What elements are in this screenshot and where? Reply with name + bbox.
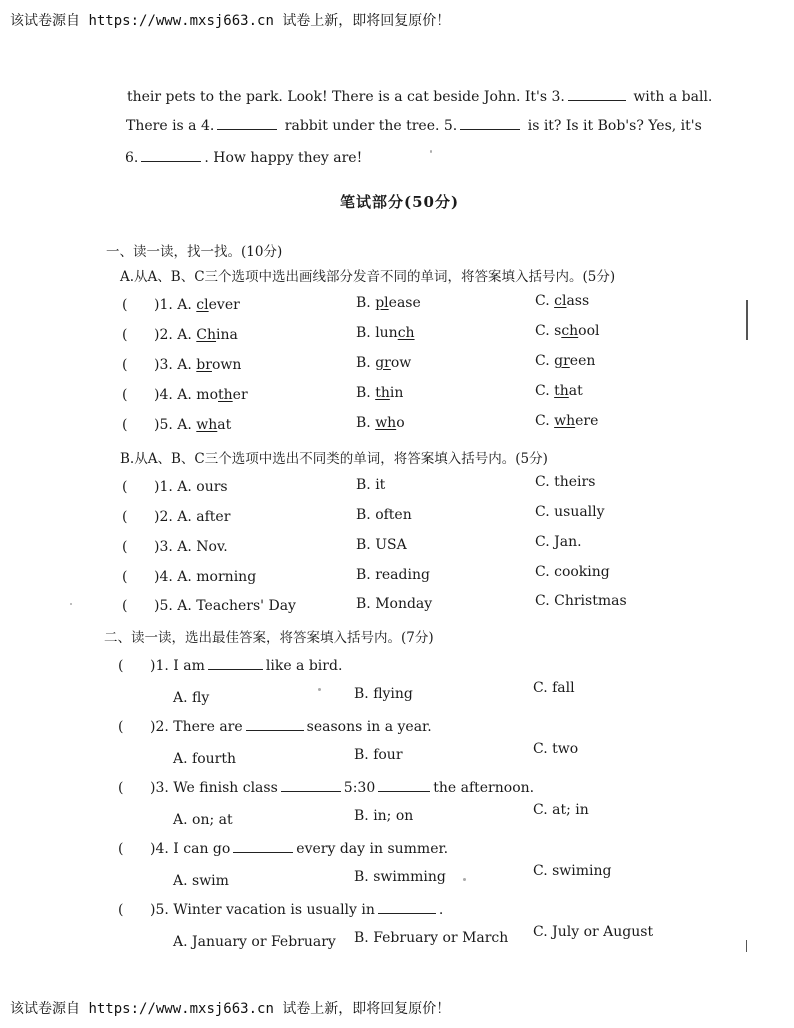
word-part: own bbox=[211, 357, 242, 373]
scan-speck bbox=[430, 150, 432, 153]
option-c: C. Christmas bbox=[535, 593, 627, 609]
word-part: C. bbox=[535, 353, 555, 369]
question-number: )2. A. bbox=[154, 327, 192, 343]
word-part: ever bbox=[208, 297, 240, 313]
option-c: C. usually bbox=[535, 504, 605, 520]
option-a: A. on; at bbox=[173, 812, 233, 828]
option-word bbox=[535, 293, 589, 309]
answer-blank-5 bbox=[460, 128, 520, 130]
option-word bbox=[356, 325, 415, 341]
option-word bbox=[196, 297, 240, 313]
answer-blank bbox=[281, 790, 341, 792]
option-a: A. fourth bbox=[173, 751, 236, 767]
answer-paren[interactable]: ( bbox=[122, 539, 128, 555]
underlined-sound: gr bbox=[375, 355, 391, 371]
passage-line-1: their pets to the park. Look! There is a cat beside John. It's 3. with a ball. bbox=[127, 89, 713, 105]
banner-source-label: 该试卷源自 bbox=[10, 1001, 80, 1017]
scan-speck bbox=[70, 603, 72, 605]
phonics-question-1 bbox=[154, 297, 240, 313]
question-text: )4. I can go bbox=[150, 841, 231, 857]
word-part: C. bbox=[535, 383, 555, 399]
option-a: A. swim bbox=[173, 873, 229, 889]
underlined-sound: ch bbox=[397, 325, 415, 341]
underlined-sound: br bbox=[196, 357, 212, 373]
word-part: ease bbox=[388, 295, 421, 311]
option-b: B. four bbox=[354, 747, 403, 763]
option-a: A. fly bbox=[173, 690, 210, 706]
word-part: o bbox=[396, 415, 405, 431]
phonics-question-3 bbox=[154, 357, 241, 373]
answer-blank bbox=[378, 790, 430, 792]
category-question-3: )3. A. Nov. bbox=[154, 539, 228, 555]
option-c bbox=[535, 293, 589, 309]
answer-paren[interactable]: ( bbox=[122, 598, 128, 614]
word-part: ow bbox=[390, 355, 412, 371]
question-number: )4. A. bbox=[154, 387, 192, 403]
option-b bbox=[356, 295, 421, 311]
word-part: at bbox=[568, 383, 583, 399]
option-word bbox=[535, 383, 583, 399]
question-text: every day in summer. bbox=[296, 841, 449, 857]
section1-partB-title: B.从A、B、C三个选项中选出不同类的单词，将答案填入括号内。(5分) bbox=[120, 451, 548, 467]
option-c: C. fall bbox=[533, 680, 575, 696]
underlined-sound: gr bbox=[554, 353, 570, 369]
source-banner-top bbox=[10, 10, 450, 30]
word-part: in bbox=[389, 385, 404, 401]
word-part: B. bbox=[356, 355, 376, 371]
answer-paren[interactable]: ( bbox=[118, 902, 124, 918]
answer-paren[interactable]: ( bbox=[122, 417, 128, 433]
question-text: seasons in a year. bbox=[306, 719, 432, 735]
option-a: A. January or February bbox=[173, 934, 336, 950]
word-part: at bbox=[217, 417, 232, 433]
question-text: 5:30 bbox=[343, 780, 376, 796]
question-text: )3. We finish class bbox=[150, 780, 278, 796]
word-part: ass bbox=[566, 293, 590, 309]
word-part: mo bbox=[196, 387, 219, 403]
answer-paren[interactable]: ( bbox=[122, 357, 128, 373]
source-banner-bottom bbox=[10, 998, 450, 1018]
word-part: B. lun bbox=[356, 325, 398, 341]
section1-title: 一、读一读，找一找。(10分) bbox=[106, 244, 283, 260]
question-text: )1. I am bbox=[150, 658, 205, 674]
option-b: B. swimming bbox=[354, 869, 446, 885]
question-text: )2. There are bbox=[150, 719, 243, 735]
scan-edge-mark bbox=[746, 940, 747, 952]
option-c: C. cooking bbox=[535, 564, 610, 580]
mc-question-4 bbox=[150, 841, 448, 857]
option-c: C. swiming bbox=[533, 863, 612, 879]
option-b: B. February or March bbox=[354, 930, 509, 946]
underlined-sound: Ch bbox=[196, 327, 217, 343]
option-b: B. often bbox=[356, 507, 412, 523]
banner-url[interactable]: https://www.mxsj663.cn bbox=[88, 1001, 274, 1017]
question-text: )5. Winter vacation is usually in bbox=[150, 902, 375, 918]
section1-partA-title: A.从A、B、C三个选项中选出画线部分发音不同的单词，将答案填入括号内。(5分) bbox=[120, 269, 616, 285]
option-b: B. flying bbox=[354, 686, 413, 702]
category-question-1: )1. A. ours bbox=[154, 479, 228, 495]
section2-title: 二、读一读，选出最佳答案，将答案填入括号内。(7分) bbox=[104, 630, 434, 646]
answer-paren[interactable]: ( bbox=[122, 327, 128, 343]
category-question-5: )5. A. Teachers' Day bbox=[154, 598, 296, 614]
option-c: C. theirs bbox=[535, 474, 596, 490]
question-number: )5. A. bbox=[154, 417, 192, 433]
option-word bbox=[356, 415, 405, 431]
underlined-sound: wh bbox=[196, 417, 218, 433]
underlined-sound: th bbox=[554, 383, 569, 399]
answer-paren[interactable]: ( bbox=[122, 387, 128, 403]
option-b: B. in; on bbox=[354, 808, 414, 824]
underlined-sound: th bbox=[375, 385, 390, 401]
word-part: ina bbox=[216, 327, 238, 343]
answer-blank bbox=[246, 729, 304, 731]
word-part: B. bbox=[356, 295, 376, 311]
scan-speck bbox=[463, 878, 466, 881]
question-number: )3. A. bbox=[154, 357, 192, 373]
underlined-sound: pl bbox=[375, 295, 389, 311]
option-b: B. reading bbox=[356, 567, 430, 583]
option-c bbox=[535, 353, 595, 369]
option-b: B. Monday bbox=[356, 596, 433, 612]
option-c bbox=[535, 413, 598, 429]
banner-source-label: 该试卷源自 bbox=[10, 13, 80, 29]
answer-blank bbox=[378, 912, 436, 914]
answer-paren[interactable]: ( bbox=[122, 509, 128, 525]
option-b: B. it bbox=[356, 477, 386, 493]
option-word bbox=[535, 323, 600, 339]
answer-blank bbox=[208, 668, 263, 670]
category-question-4: )4. A. morning bbox=[154, 569, 257, 585]
option-b: B. USA bbox=[356, 537, 407, 553]
mc-question-3 bbox=[150, 780, 534, 796]
answer-paren[interactable]: ( bbox=[118, 841, 124, 857]
written-part-title: 笔试部分(50分) bbox=[340, 193, 460, 211]
banner-tail: 试卷上新，即将回复原价！ bbox=[282, 1001, 451, 1017]
banner-tail: 试卷上新，即将回复原价！ bbox=[282, 13, 451, 29]
answer-blank-3 bbox=[568, 99, 626, 101]
option-b bbox=[356, 355, 411, 371]
option-word bbox=[535, 353, 595, 369]
category-question-2: )2. A. after bbox=[154, 509, 231, 525]
underlined-sound: wh bbox=[554, 413, 576, 429]
question-text: the afternoon. bbox=[433, 780, 535, 796]
option-word bbox=[196, 327, 238, 343]
phonics-question-5 bbox=[154, 417, 231, 433]
answer-paren[interactable]: ( bbox=[118, 780, 124, 796]
answer-paren[interactable]: ( bbox=[118, 719, 124, 735]
word-part: er bbox=[232, 387, 248, 403]
scan-speck bbox=[318, 688, 321, 691]
phonics-question-2 bbox=[154, 327, 238, 343]
underlined-sound: wh bbox=[375, 415, 397, 431]
option-c: C. July or August bbox=[533, 924, 654, 940]
word-part: een bbox=[569, 353, 596, 369]
word-part: C. bbox=[535, 413, 555, 429]
option-word bbox=[356, 385, 403, 401]
answer-paren[interactable]: ( bbox=[118, 658, 124, 674]
option-c: C. two bbox=[533, 741, 579, 757]
option-b bbox=[356, 415, 405, 431]
option-b bbox=[356, 325, 415, 341]
answer-paren[interactable]: ( bbox=[122, 569, 128, 585]
option-c bbox=[535, 323, 600, 339]
passage-line-2: There is a 4. rabbit under the tree. 5. is it? Is it Bob's? Yes, it's bbox=[126, 118, 702, 134]
phonics-question-4 bbox=[154, 387, 248, 403]
banner-url[interactable]: https://www.mxsj663.cn bbox=[88, 13, 274, 29]
option-word bbox=[196, 357, 241, 373]
option-c bbox=[535, 383, 583, 399]
passage-line-3: 6. . How happy they are! bbox=[125, 150, 363, 166]
scan-edge-mark bbox=[746, 300, 748, 340]
option-word bbox=[196, 417, 231, 433]
option-c: C. Jan. bbox=[535, 534, 582, 550]
option-b bbox=[356, 385, 403, 401]
word-part: C. bbox=[535, 293, 555, 309]
option-c: C. at; in bbox=[533, 802, 589, 818]
word-part: C. s bbox=[535, 323, 562, 339]
word-part: B. bbox=[356, 415, 376, 431]
mc-question-1 bbox=[150, 658, 342, 674]
answer-blank bbox=[233, 851, 293, 853]
answer-blank-6 bbox=[141, 160, 201, 162]
option-word bbox=[196, 387, 247, 403]
answer-blank-4 bbox=[217, 128, 277, 130]
option-word bbox=[356, 355, 411, 371]
option-word bbox=[535, 413, 598, 429]
question-text: like a bird. bbox=[265, 658, 343, 674]
word-part: B. bbox=[356, 385, 376, 401]
option-word bbox=[356, 295, 421, 311]
question-text: . bbox=[438, 902, 444, 918]
underlined-sound: cl bbox=[554, 293, 567, 309]
mc-question-2 bbox=[150, 719, 432, 735]
underlined-sound: th bbox=[218, 387, 233, 403]
answer-paren[interactable]: ( bbox=[122, 479, 128, 495]
mc-question-5 bbox=[150, 902, 443, 918]
word-part: ere bbox=[575, 413, 599, 429]
question-number: )1. A. bbox=[154, 297, 192, 313]
answer-paren[interactable]: ( bbox=[122, 297, 128, 313]
word-part: ool bbox=[578, 323, 600, 339]
underlined-sound: cl bbox=[196, 297, 209, 313]
underlined-sound: ch bbox=[561, 323, 579, 339]
